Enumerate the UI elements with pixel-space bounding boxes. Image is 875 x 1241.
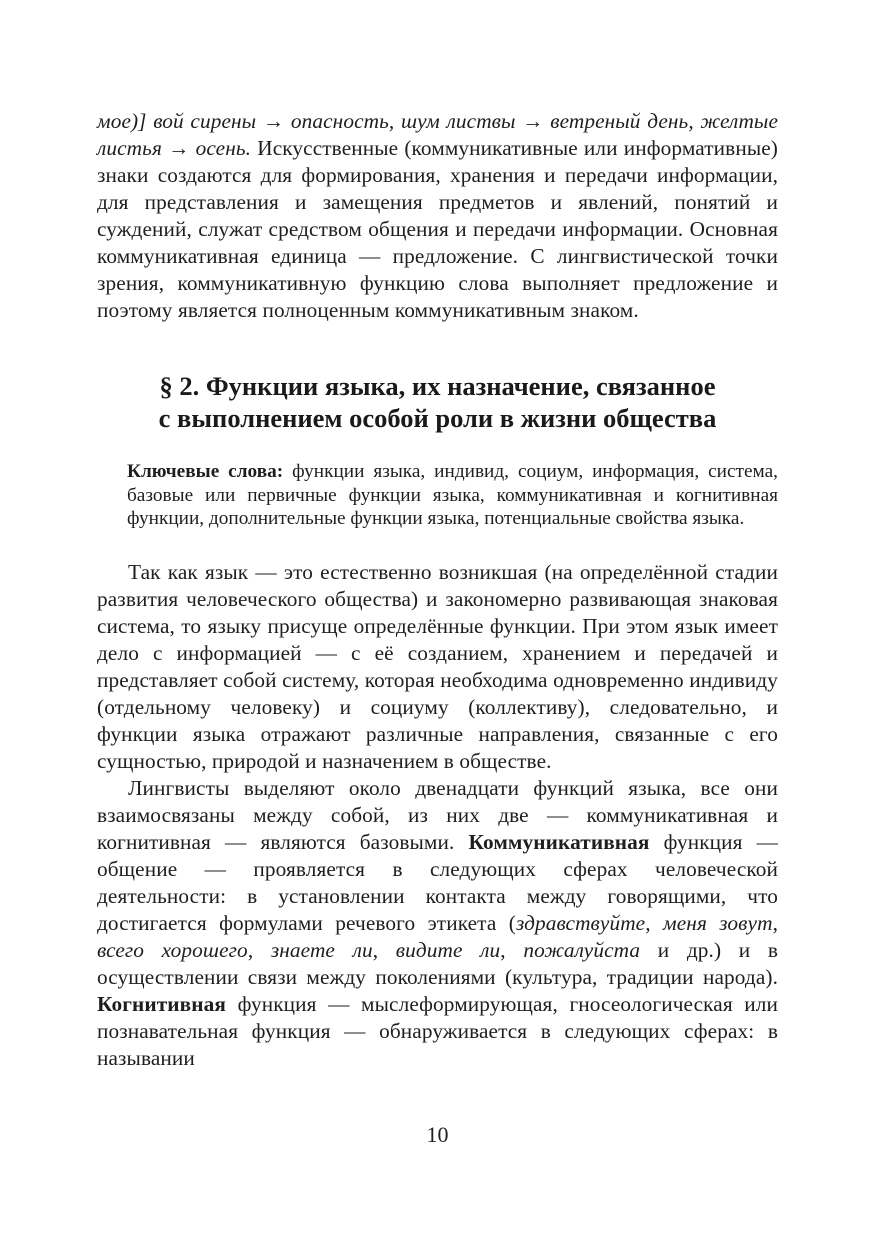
- p2-sep-f: ,: [372, 937, 396, 962]
- page-content: [97, 108, 778, 1072]
- p2-text-a: Лингвисты выделяют около двенадцати функций языка, все они взаимосвязаны между собой, из них две — коммуникативная и когнитивная — являются базовыми.: [97, 775, 778, 854]
- p2-text-h: и др.) и в осуществлении связи между поколениями (культура, традиции народа).: [97, 937, 779, 989]
- p2-text-i: функция — мыслеформирующая, гносеологическая или познавательная функция — обнаруживается в следующих сферах: в назывании: [97, 991, 778, 1070]
- section-heading-line2: с выполнением особой роли в жизни общества: [158, 403, 717, 433]
- example-6: пожалуйста: [523, 937, 641, 962]
- keywords-label: Ключевые слова:: [127, 461, 284, 482]
- p2-sep-g: ,: [500, 937, 524, 962]
- example-3: всего хорошего: [97, 937, 248, 962]
- page-number: 10: [426, 1122, 449, 1147]
- term-cognitive: Когнитивная: [97, 991, 227, 1016]
- body-paragraph-1: Так как язык — это естественно возникшая (на определённой стадии развития человеческого общества) и закономерно развивающая знаковая система, то языку присуще определённые функции. При этом язык имеет дело с информацией — с её созданием, хранением и передачей и представляет собой систему, которая необходима одновременно индивиду (отдельному человеку) и социуму (коллективу), следовательно, и функции языка отражают различные направления, связанные с его сущностью, природой и назначением в обществе.: [97, 559, 778, 773]
- example-5: видите ли: [395, 937, 501, 962]
- p2-sep-d: ,: [772, 910, 778, 935]
- p2-sep-e: ,: [247, 937, 271, 962]
- p2-sep-c: ,: [645, 910, 664, 935]
- divider: [97, 531, 778, 559]
- keywords-text: функции языка, индивид, социум, информация, система, базовые или первичные функции языка, коммуникативная и когнитивная функции, дополнительные функции языка, потенциальные свойства языка.: [127, 461, 778, 529]
- term-communicative: Коммуникативная: [468, 829, 650, 854]
- example-4: знаете ли: [270, 937, 373, 962]
- example-2: меня зовут: [663, 910, 773, 935]
- intro-italic-examples: мое)] вой сирены → опасность, шум листвы → ветреный день, желтые листья → осень.: [97, 109, 778, 160]
- p2-text-b: функция — общение — проявляется в следующих сферах человеческой деятельности: в установлении контакта между говорящими, что достигается формулами речевого этикета (: [97, 829, 779, 935]
- keywords-block: [127, 460, 778, 531]
- example-1: здравствуйте: [515, 910, 646, 935]
- intro-text: Искусственные (коммуникативные или информативные) знаки создаются для формирования, хранения и передачи информации, для представления и замещения предметов и явлений, понятий и суждений, служат средством общения и передачи информации. Основная коммуникативная единица — предложение. С лингвистической точки зрения, коммуникативную функцию слова выполняет предложение и поэтому является полноценным коммуникативным знаком.: [97, 136, 778, 322]
- intro-paragraph: [97, 108, 778, 324]
- body-paragraph-2: [97, 775, 778, 1072]
- section-heading: [97, 370, 778, 434]
- section-heading-line1: § 2. Функции языка, их назначение, связанное: [159, 371, 716, 401]
